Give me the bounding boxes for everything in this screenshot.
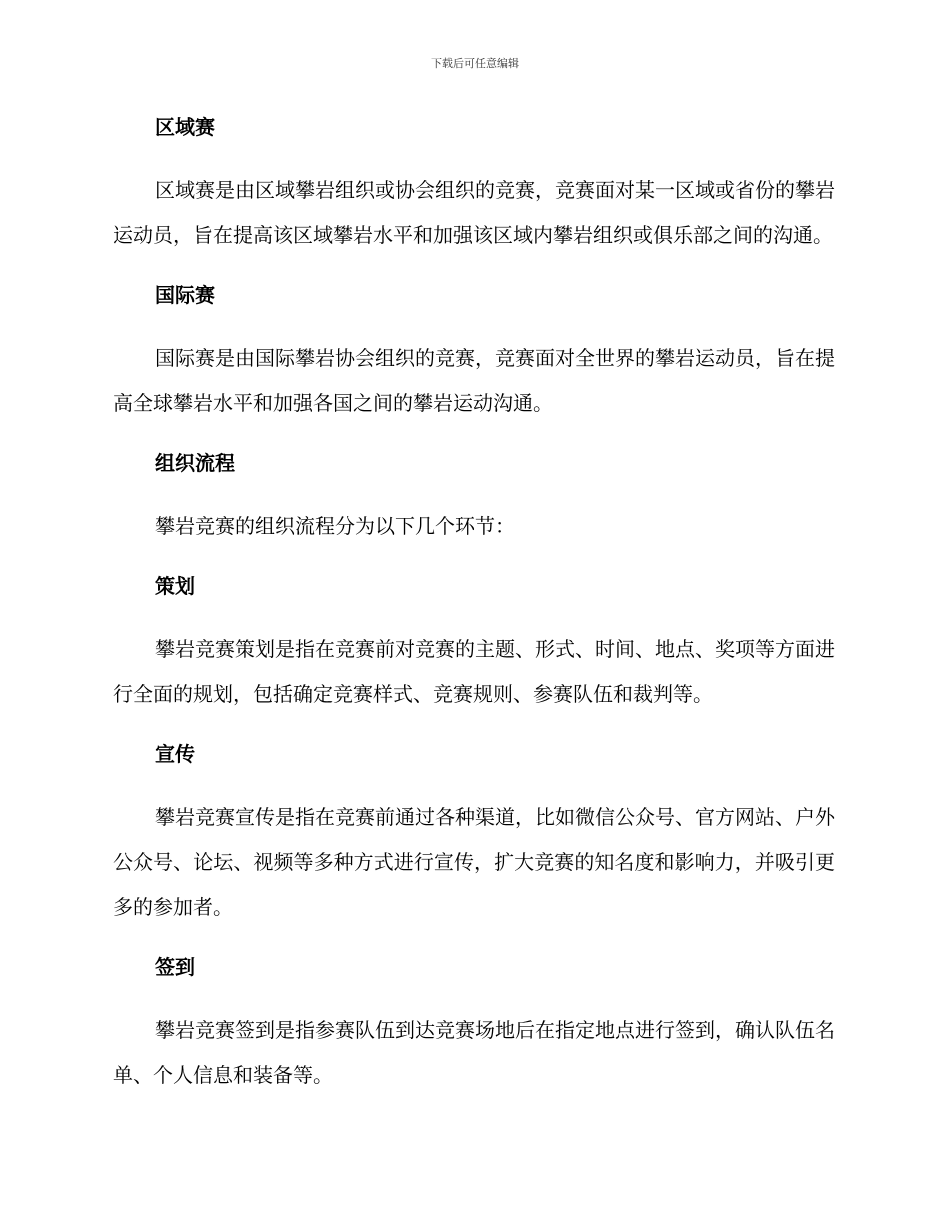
page-header-note: 下载后可任意编辑 [431,57,519,70]
section-paragraph-international: 国际赛是由国际攀岩协会组织的竞赛，竞赛面对全世界的攀岩运动员，旨在提高全球攀岩水平和加强各国之间的攀岩运动沟通。 [113,346,835,415]
section-paragraph-process: 攀岩竞赛的组织流程分为以下几个环节： [155,514,515,538]
section-paragraph-checkin: 攀岩竞赛签到是指参赛队伍到达竞赛场地后在指定地点进行签到，确认队伍名单、个人信息和装备等。 [113,1018,835,1087]
section-heading-process: 组织流程 [155,451,235,475]
section-heading-promotion: 宣传 [155,742,195,766]
document-body [113,112,835,1098]
section-paragraph-regional: 区域赛是由区域攀岩组织或协会组织的竞赛，竞赛面对某一区域或省份的攀岩运动员，旨在提高该区域攀岩水平和加强该区域内攀岩组织或俱乐部之间的沟通。 [113,178,835,247]
section-heading-international: 国际赛 [155,283,215,307]
section-heading-regional: 区域赛 [155,115,215,139]
section-paragraph-promotion: 攀岩竞赛宣传是指在竞赛前通过各种渠道，比如微信公众号、官方网站、户外公众号、论坛、视频等多种方式进行宣传，扩大竞赛的知名度和影响力，并吸引更多的参加者。 [113,805,835,919]
section-heading-planning: 策划 [155,574,195,598]
section-heading-checkin: 签到 [155,955,195,979]
section-paragraph-planning: 攀岩竞赛策划是指在竞赛前对竞赛的主题、形式、时间、地点、奖项等方面进行全面的规划，包括确定竞赛样式、竞赛规则、参赛队伍和裁判等。 [113,637,835,706]
